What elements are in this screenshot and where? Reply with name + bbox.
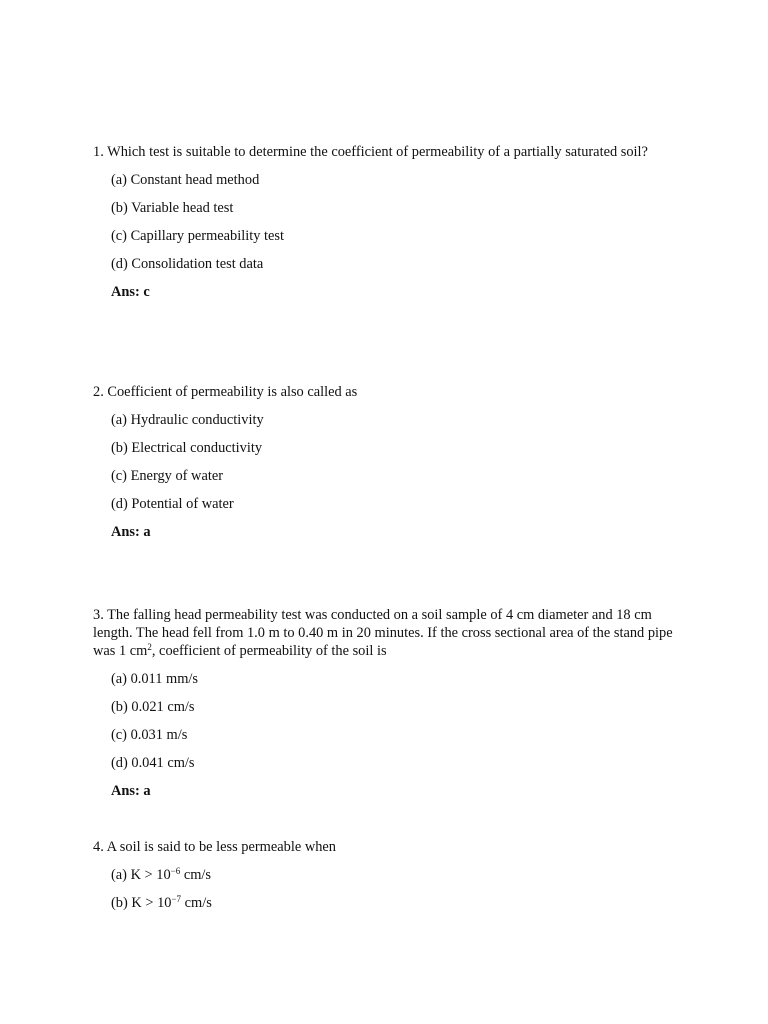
- option-c: (c) Capillary permeability test: [111, 228, 285, 244]
- option-d: (d) Consolidation test data: [111, 256, 264, 272]
- option-a: (a) 0.011 mm/s: [111, 671, 198, 687]
- question-text: 4. A soil is said to be less permeable when: [93, 839, 337, 855]
- option-a-unit: cm/s: [180, 867, 212, 883]
- question-2: [93, 383, 683, 541]
- question-text-main: 3. The falling head permeability test was conducted on a soil sample of 4 cm diameter and 18 cm length. The head fell from 1.0 m to 0.40 m in 20 minutes. If the cross sectional area of the stand pipe was 1 cm: [93, 607, 673, 659]
- option-a-text: (a) K > 10: [111, 867, 171, 883]
- option-c: (c) Energy of water: [111, 468, 224, 484]
- option-b: (b) Variable head test: [111, 200, 234, 216]
- option-b-text: (b) K > 10: [111, 895, 172, 911]
- option-c: (c) 0.031 m/s: [111, 727, 188, 743]
- option-b: [111, 894, 683, 912]
- question-text: [93, 606, 683, 660]
- answer: Ans: a: [111, 783, 151, 799]
- answer: Ans: c: [111, 284, 150, 300]
- question-1: [93, 143, 683, 301]
- option-a: (a) Constant head method: [111, 172, 260, 188]
- question-text: 2. Coefficient of permeability is also called as: [93, 384, 358, 400]
- question-text-tail: , coefficient of permeability of the soil is: [151, 643, 387, 659]
- option-b: (b) 0.021 cm/s: [111, 699, 195, 715]
- answer: Ans: a: [111, 524, 151, 540]
- option-b-unit: cm/s: [181, 895, 212, 911]
- option-a: (a) Hydraulic conductivity: [111, 412, 264, 428]
- superscript: 2: [147, 642, 152, 652]
- option-d: (d) Potential of water: [111, 496, 234, 512]
- superscript: −7: [171, 894, 182, 904]
- question-3: [93, 606, 683, 800]
- option-b: (b) Electrical conductivity: [111, 440, 263, 456]
- option-d: (d) 0.041 cm/s: [111, 755, 195, 771]
- superscript: −6: [170, 866, 181, 876]
- option-a: [111, 866, 683, 884]
- question-text: 1. Which test is suitable to determine the coefficient of permeability of a partially saturated soil?: [93, 144, 648, 160]
- question-4: [93, 838, 683, 922]
